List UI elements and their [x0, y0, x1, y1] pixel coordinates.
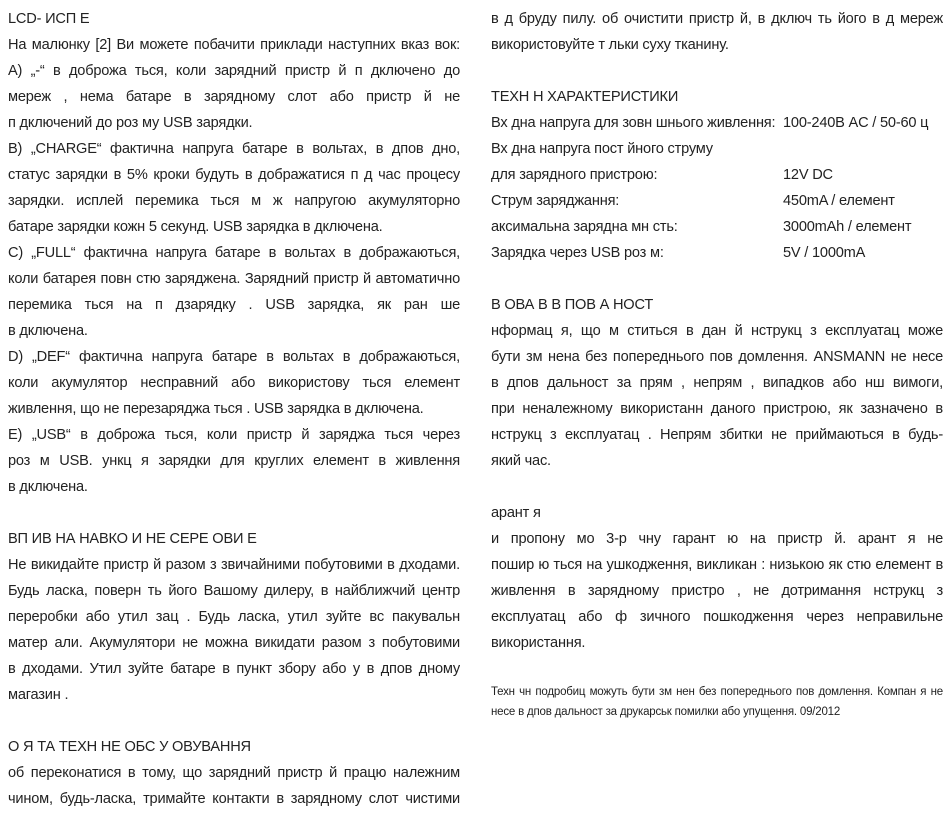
text-line: нформац я, що м ститься в дан й нструкц з експлуатац може: [491, 323, 943, 339]
text-line: в д бруду пилу. об очистити пристр й, в дключ ть його в д мереж: [491, 11, 943, 27]
text-line: чином, будь-ласка, тримайте контакти в зарядному слот чистими: [8, 791, 460, 807]
left-column: [8, 6, 460, 812]
right-column: [491, 6, 943, 722]
section-heading-warranty: арант я: [491, 505, 541, 521]
footnote-line: Техн чн подробиц можуть бути зм нен без попереднього пов домлення. Компан я не: [491, 686, 943, 698]
spec-label: Струм заряджання:: [491, 193, 620, 209]
spec-row: [491, 110, 943, 136]
spec-row: [491, 136, 943, 162]
text-line: C) „FULL“ фактична напруга батаре в вольтах в дображаються,: [8, 245, 460, 261]
spec-value: 450mA / елемент: [783, 193, 895, 209]
section-heading-maintenance: О Я ТА ТЕХН НЕ ОБС У ОВУВАННЯ: [8, 739, 251, 755]
text-line: бути зм нена без попереднього пов домлення. ANSMANN не несе: [491, 349, 943, 365]
text-line: B) „CHARGE“ фактична напруга батаре в вольтах, в дпов дно,: [8, 141, 460, 157]
spacer: [8, 708, 460, 734]
text-line: Будь ласка, поверн ть його Вашому дилеру, в найближчий центр: [8, 583, 460, 599]
spec-row: [491, 162, 943, 188]
text-line: и пропону мо 3-р чну гарант ю на пристр й. арант я не: [491, 531, 943, 547]
section-heading-lcd: LCD- ИСП Е: [8, 11, 90, 27]
text-line: Не викидайте пристр й разом з звичайними побутовими в дходами.: [8, 557, 460, 573]
spec-label: для зарядного пристрою:: [491, 167, 658, 183]
text-line: батаре зарядки кожн 5 секунд. USB зарядка в дключена.: [8, 219, 383, 235]
liability-text: [491, 318, 943, 474]
text-line: в дходами. Утил зуйте батаре в пункт збору або у в дпов дному: [8, 661, 460, 677]
text-line: експлуатац або ф зичного пошкодження через неправильне: [491, 609, 943, 625]
spacer: [491, 474, 943, 500]
lcd-text: [8, 32, 460, 500]
spacer: [491, 266, 943, 292]
text-line: використовуйте т льки суху тканину.: [491, 37, 729, 53]
text-line: який час.: [491, 453, 551, 469]
text-line: мереж , нема батаре в зарядному слот або пристр й не: [8, 89, 460, 105]
spec-value: [783, 136, 943, 162]
disposal-text: [8, 552, 460, 708]
text-line: живлення в зарядному пристро , не дотримання нструкц з: [491, 583, 943, 599]
spec-row: [491, 240, 943, 266]
text-line: перемика ться на п дзарядку . USB зарядка, як ран ше: [8, 297, 460, 313]
text-line: матер али. Акумулятори не можна викидати разом з побутовими: [8, 635, 460, 651]
spec-value: 12V DC: [783, 167, 833, 183]
spec-row: [491, 188, 943, 214]
text-line: коли акумулятор несправний або використову ться елемент: [8, 375, 460, 391]
text-line: переробки або утил зац . Будь ласка, утил зуйте вс пакувальн: [8, 609, 460, 625]
specs-table: [491, 110, 943, 266]
text-line: A) „-“ в доброжа ться, коли зарядний пристр й п дключено до: [8, 63, 460, 79]
text-line: пошир ю ться на ушкодження, викликан : низькою як стю елемент в: [491, 557, 943, 573]
text-line: зарядки. исплей перемика ться м ж напругою акумуляторно: [8, 193, 460, 209]
footnote-line: несе в дпов дальност за друкарськ помилки або упущення. 09/2012: [491, 706, 841, 718]
spec-label: Зарядка через USB роз м:: [491, 245, 664, 261]
text-line: п дключений до роз му USB зарядки.: [8, 115, 253, 131]
text-line: D) „DEF“ фактична напруга батаре в вольтах в дображаються,: [8, 349, 460, 365]
text-line: статус зарядки в 5% кроки будуть в дображатися п д час процесу: [8, 167, 460, 183]
text-line: коли батарея повн стю заряджена. Зарядний пристр й автоматично: [8, 271, 460, 287]
spec-label: Вх дна напруга пост йного струму: [491, 141, 713, 157]
spacer: [491, 58, 943, 84]
text-line: об переконатися в тому, що зарядний пристр й працю належним: [8, 765, 460, 781]
text-line: в дключена.: [8, 479, 88, 495]
text-line: магазин .: [8, 687, 69, 703]
section-heading-specs: ТЕХН Н ХАРАКТЕРИСТИКИ: [491, 89, 679, 105]
footnote: [491, 682, 943, 722]
spec-value: 3000mAh / елемент: [783, 219, 912, 235]
section-heading-disposal: ВП ИВ НА НАВКО И НЕ СЕРЕ ОВИ Е: [8, 531, 257, 547]
text-line: E) „USB“ в доброжа ться, коли пристр й заряджа ться через: [8, 427, 460, 443]
maintenance-continued-text: [491, 6, 943, 58]
maintenance-text: [8, 760, 460, 812]
spec-value: 100-240В AC / 50-60 ц: [783, 115, 929, 131]
text-line: в дпов дальност за прям , непрям , випадков або нш вимоги,: [491, 375, 943, 391]
text-line: при неналежному використанн даного пристрою, як зазначено в: [491, 401, 943, 417]
spec-row: [491, 214, 943, 240]
section-heading-liability: В ОВА В В ПОВ А НОСТ: [491, 297, 654, 313]
spec-label: аксимальна зарядна мн сть:: [491, 219, 678, 235]
text-line: нструкц з експлуатац . Непрям збитки не приймаються в будь-: [491, 427, 943, 443]
text-line: використання.: [491, 635, 586, 651]
spacer: [8, 500, 460, 526]
warranty-text: [491, 526, 943, 656]
text-line: живлення, що не перезаряджа ться . USB зарядка в дключена.: [8, 401, 424, 417]
text-line: На малюнку [2] Ви можете побачити приклади наступних вказ вок:: [8, 37, 460, 53]
spec-label: Вх дна напруга для зовн шнього живлення:: [491, 115, 776, 131]
text-line: роз м USB. ункц я зарядки для круглих елемент в живлення: [8, 453, 460, 469]
text-line: в дключена.: [8, 323, 88, 339]
spec-value: 5V / 1000mA: [783, 245, 866, 261]
spacer: [491, 656, 943, 682]
